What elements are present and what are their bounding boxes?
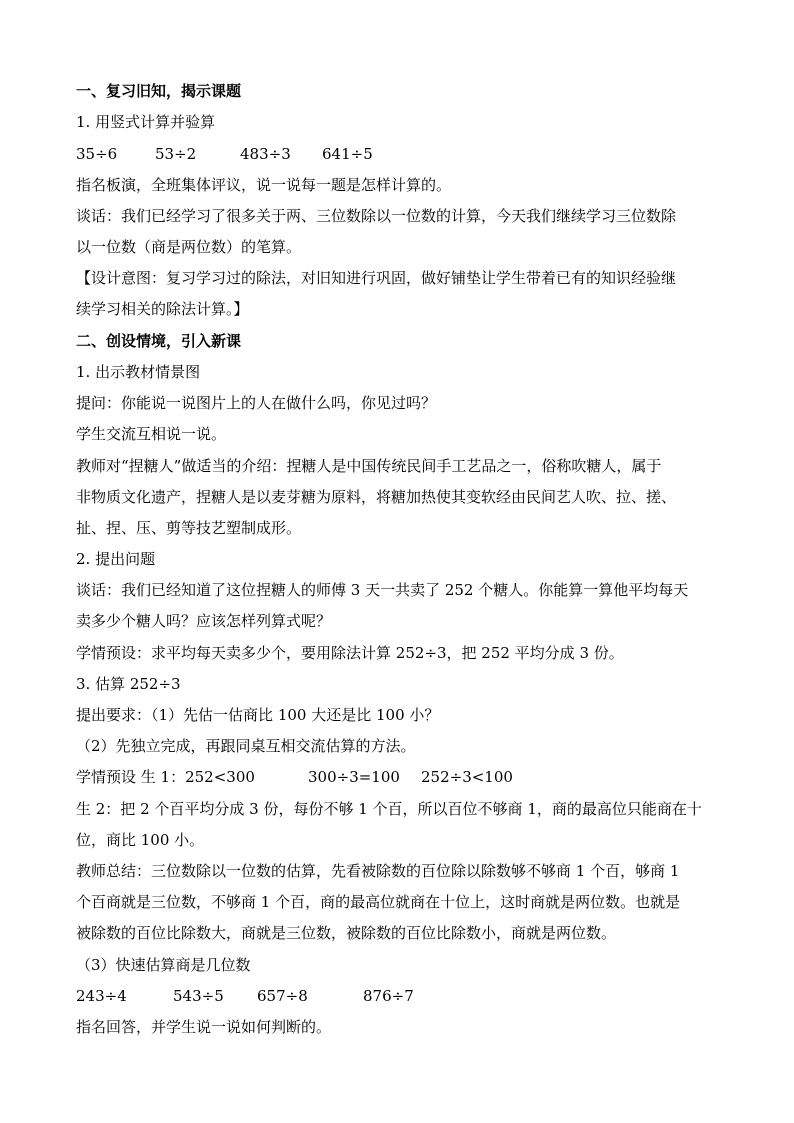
paragraph-line: 非物质文化遗产，捏糖人是以麦芽糖为原料，将糖加热使其变软经由民间艺人吹、拉、搓、 (76, 488, 677, 506)
paragraph-line: 以一位数（商是两位数）的笔算。 (76, 238, 302, 256)
item-heading: 1. 出示教材情景图 (76, 363, 201, 381)
paragraph: （3）快速估算商是几位数 (76, 956, 251, 974)
exercise: 483÷3 (240, 145, 291, 163)
section-heading-1: 一、复习旧知，揭示课题 (76, 82, 242, 100)
paragraph: 指名回答，并学生说一说如何判断的。 (76, 1018, 332, 1036)
paragraph-line: 扯、捏、压、剪等技艺塑制成形。 (76, 519, 302, 537)
paragraph-line: 教师总结：三位数除以一位数的估算，先看被除数的百位除以除数够不够商 1 个百，够商 1 (76, 862, 680, 880)
quick-exercise: 657÷8 (257, 987, 308, 1005)
item-heading: 1. 用竖式计算并验算 (76, 113, 216, 131)
paragraph: 指名板演，全班集体评议，说一说每一题是怎样计算的。 (76, 176, 452, 194)
estimate-part: 学情预设 生 1：252<300 (76, 768, 255, 786)
quick-exercise: 243÷4 (76, 987, 127, 1005)
paragraph: 学情预设：求平均每天卖多少个，要用除法计算 252÷3，把 252 平均分成 3 份。 (76, 644, 624, 662)
item-heading: 3. 估算 252÷3 (76, 675, 181, 693)
paragraph: 提出要求：（1）先估一估商比 100 大还是比 100 小？ (76, 706, 440, 724)
paragraph-line: 被除数的百位比除数大，商就是三位数，被除数的百位比除数小，商就是两位数。 (76, 924, 617, 942)
estimate-part: 300÷3=100 (308, 768, 400, 786)
paragraph-line: 卖多少个糖人吗？应该怎样列算式呢？ (76, 612, 332, 630)
paragraph-line: 位，商比 100 小。 (76, 831, 205, 849)
quick-exercise: 543÷5 (173, 987, 224, 1005)
design-note-line: 续学习相关的除法计算。】 (76, 300, 249, 318)
paragraph-line: 生 2：把 2 个百平均分成 3 份，每份不够 1 个百，所以百位不够商 1，商的最高位只能商在十 (76, 800, 702, 818)
paragraph: 学生交流互相说一说。 (76, 425, 227, 443)
paragraph-line: 谈话：我们已经学习了很多关于两、三位数除以一位数的计算，今天我们继续学习三位数除 (76, 207, 677, 225)
exercise-row (76, 143, 373, 165)
paragraph-line: 谈话：我们已经知道了这位捏糖人的师傅 3 天一共卖了 252 个糖人。你能算一算他平均每天 (76, 581, 689, 599)
paragraph: 提问：你能说一说图片上的人在做什么吗，你见过吗？ (76, 394, 437, 412)
design-note-line: 【设计意图：复习学习过的除法，对旧知进行巩固，做好铺垫让学生带着已有的知识经验继 (76, 269, 677, 287)
paragraph: （2）先独立完成，再跟同桌互相交流估算的方法。 (76, 737, 416, 755)
estimate-part: 252÷3<100 (421, 768, 513, 786)
paragraph-line: 个百商就是三位数，不够商 1 个百，商的最高位就商在十位上，这时商就是两位数。也就是 (76, 893, 681, 911)
paragraph-line: 教师对“捏糖人”做适当的介绍：捏糖人是中国传统民间手工艺品之一，俗称吹糖人，属于 (76, 457, 662, 475)
exercise: 53÷2 (155, 145, 197, 163)
quick-estimate-row (76, 985, 414, 1007)
estimate-row (76, 766, 513, 788)
section-heading-2: 二、创设情境，引入新课 (76, 332, 242, 350)
quick-exercise: 876÷7 (363, 987, 414, 1005)
exercise: 641÷5 (322, 145, 373, 163)
item-heading: 2. 提出问题 (76, 550, 156, 568)
exercise: 35÷6 (76, 145, 118, 163)
